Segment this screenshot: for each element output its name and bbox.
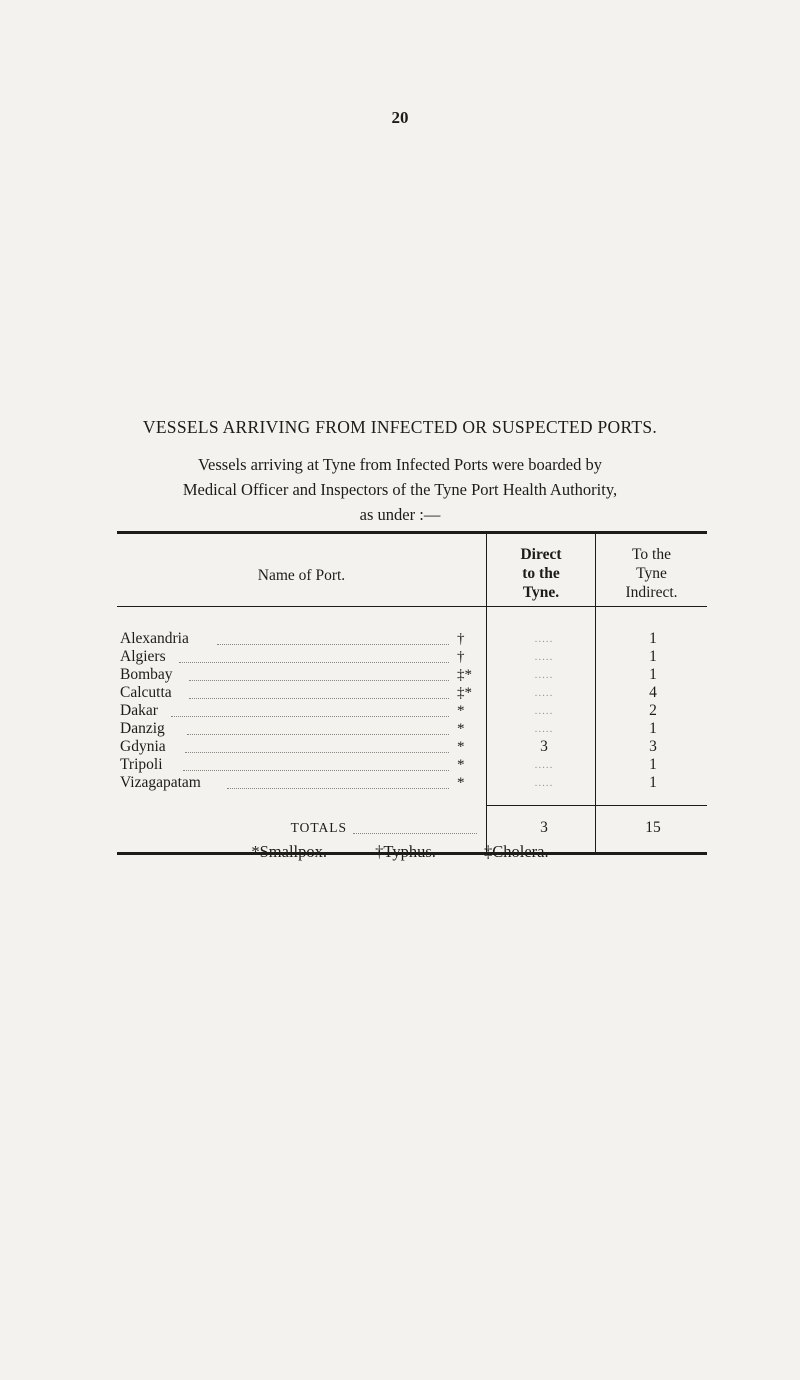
table-row bbox=[117, 702, 707, 720]
table-row bbox=[117, 630, 707, 648]
indirect-cell: 4 bbox=[649, 684, 657, 701]
header-indirect bbox=[596, 545, 707, 602]
port-name: Calcutta bbox=[120, 684, 172, 701]
indirect-cell: 1 bbox=[649, 630, 657, 647]
footnote-legend bbox=[0, 842, 800, 862]
footnote-smallpox: *Smallpox. bbox=[251, 842, 328, 861]
header-direct-line-1: Direct bbox=[520, 546, 562, 563]
indirect-cell: 1 bbox=[649, 720, 657, 737]
header-direct-line-2: to the bbox=[522, 565, 560, 582]
header-indirect-line-3: Indirect. bbox=[625, 584, 678, 601]
page-number: 20 bbox=[391, 108, 409, 127]
port-name: Alexandria bbox=[120, 630, 189, 647]
port-name: Vizagapatam bbox=[120, 774, 201, 791]
direct-cell: ..... bbox=[534, 651, 554, 663]
disease-mark: * bbox=[457, 721, 465, 737]
port-name: Tripoli bbox=[120, 756, 163, 773]
header-port: Name of Port. bbox=[257, 567, 346, 584]
direct-cell: 3 bbox=[540, 738, 548, 755]
direct-cell: ..... bbox=[534, 723, 554, 735]
disease-mark: * bbox=[457, 757, 465, 773]
header-indirect-line-1: To the bbox=[632, 546, 671, 563]
direct-cell: ..... bbox=[534, 759, 554, 771]
totals-top-rule bbox=[487, 805, 707, 806]
intro-line-2: Medical Officer and Inspectors of the Tyne Port Health Authority, bbox=[182, 480, 618, 499]
ports-table bbox=[117, 531, 707, 855]
table-row bbox=[117, 756, 707, 774]
port-name: Danzig bbox=[120, 720, 165, 737]
table-row bbox=[117, 666, 707, 684]
header-bottom-rule bbox=[117, 606, 707, 607]
intro-paragraph bbox=[150, 452, 650, 527]
section-heading: VESSELS ARRIVING FROM INFECTED OR SUSPECTED PORTS. bbox=[142, 417, 658, 437]
direct-cell: ..... bbox=[534, 633, 554, 645]
disease-mark: † bbox=[457, 649, 465, 665]
indirect-cell: 2 bbox=[649, 702, 657, 719]
direct-cell: ..... bbox=[534, 777, 554, 789]
table-row bbox=[117, 684, 707, 702]
totals-label: TOTALS bbox=[290, 820, 347, 835]
header-direct-line-3: Tyne. bbox=[522, 584, 560, 601]
disease-mark: * bbox=[457, 739, 465, 755]
footnote-cholera: ‡Cholera. bbox=[484, 842, 549, 861]
indirect-cell: 1 bbox=[649, 756, 657, 773]
port-name: Gdynia bbox=[120, 738, 166, 755]
footnote-typhus: †Typhus. bbox=[375, 842, 436, 861]
intro-line-1: Vessels arriving at Tyne from Infected Ports were boarded by bbox=[197, 455, 603, 474]
table-row bbox=[117, 720, 707, 738]
port-name: Algiers bbox=[120, 648, 166, 665]
table-row bbox=[117, 648, 707, 666]
indirect-cell: 1 bbox=[649, 648, 657, 665]
table-top-rule bbox=[117, 531, 707, 534]
header-direct bbox=[487, 545, 595, 602]
disease-mark: * bbox=[457, 703, 465, 719]
intro-line-3: as under :— bbox=[359, 505, 441, 524]
port-name: Bombay bbox=[120, 666, 173, 683]
direct-cell: ..... bbox=[534, 669, 554, 681]
disease-mark: † bbox=[457, 631, 465, 647]
disease-mark: ‡* bbox=[457, 685, 472, 701]
indirect-cell: 1 bbox=[649, 666, 657, 683]
direct-cell: ..... bbox=[534, 705, 554, 717]
table-row bbox=[117, 774, 707, 792]
indirect-cell: 3 bbox=[649, 738, 657, 755]
header-indirect-line-2: Tyne bbox=[636, 565, 667, 582]
direct-cell: ..... bbox=[534, 687, 554, 699]
port-name: Dakar bbox=[120, 702, 158, 719]
indirect-cell: 1 bbox=[649, 774, 657, 791]
totals-row bbox=[117, 819, 707, 837]
table-row bbox=[117, 738, 707, 756]
disease-mark: * bbox=[457, 775, 465, 791]
disease-mark: ‡* bbox=[457, 667, 472, 683]
totals-indirect: 15 bbox=[645, 819, 661, 836]
totals-direct: 3 bbox=[540, 819, 548, 836]
